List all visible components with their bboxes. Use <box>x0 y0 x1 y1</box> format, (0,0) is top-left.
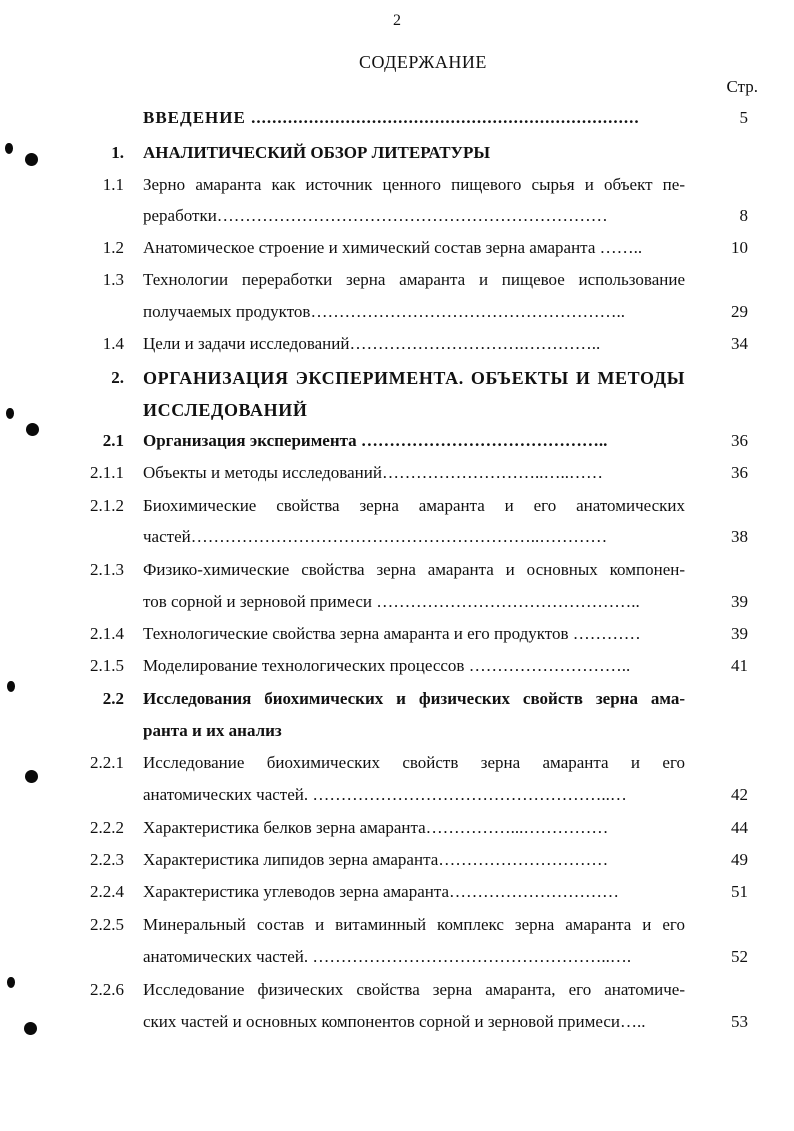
toc-entry-text: Технологические свойства зерна амаранта и его продуктов ………… <box>143 624 641 643</box>
toc-entry-text: Зерно амаранта как источник ценного пищевого сырья и объект пе- <box>143 175 685 194</box>
toc-entry-text: Исследования биохимических и физических свойств зерна ама- <box>143 689 685 708</box>
toc-entry-page: 41 <box>731 656 748 675</box>
toc-entry-page: 5 <box>739 108 748 127</box>
toc-entry-page: 8 <box>739 206 748 225</box>
toc-entry-continuation <box>0 944 794 970</box>
toc-entry-text: Характеристика белков зерна амаранта……………...…………… <box>143 818 609 837</box>
toc-entry-text: анатомических частей. ……………………………………………..…. <box>143 947 632 966</box>
toc-entry <box>0 912 794 938</box>
toc-entry-number: 2.2.1 <box>90 753 124 772</box>
toc-entry-page: 29 <box>731 302 748 321</box>
toc-entry-continuation <box>0 397 794 423</box>
toc-entry-text: Анатомическое строение и химический состав зерна амаранта …….. <box>143 238 643 257</box>
toc-entry-number: 2.1.3 <box>90 560 124 579</box>
toc-entry-text: Технологии переработки зерна амаранта и пищевое использование <box>143 270 685 289</box>
toc-entry-number: 1. <box>111 143 124 162</box>
toc-entry <box>0 621 794 647</box>
toc-entry-continuation <box>0 299 794 325</box>
toc-entry-page: 42 <box>731 785 748 804</box>
toc-entry-number: 1.3 <box>102 270 124 289</box>
toc-entry-continuation <box>0 524 794 550</box>
toc-entry <box>0 653 794 679</box>
toc-entry-chapter-1 <box>0 140 794 166</box>
toc-entry-text: ВВЕДЕНИЕ .......................................................................... <box>143 108 640 127</box>
toc-entry-continuation <box>0 718 794 744</box>
toc-entry-number: 2.1.4 <box>90 624 124 643</box>
toc-entry-page: 36 <box>731 431 748 450</box>
toc-entry-text: Характеристика липидов зерна амаранта………………………… <box>143 850 609 869</box>
toc-entry <box>0 879 794 905</box>
toc-entry-page: 10 <box>731 238 748 257</box>
toc-entry-number: 2.2 <box>102 689 124 708</box>
toc-entry <box>0 331 794 357</box>
toc-entry-text: ИССЛЕДОВАНИЙ <box>143 400 308 420</box>
toc-entry-section <box>0 686 794 712</box>
toc-entry-section <box>0 428 794 454</box>
toc-entry <box>0 847 794 873</box>
toc-entry-number: 2.2.6 <box>90 980 124 999</box>
toc-entry <box>0 493 794 519</box>
toc-entry-chapter-2 <box>0 365 794 391</box>
toc-entry <box>0 557 794 583</box>
toc-entry-number: 2.1.5 <box>90 656 124 675</box>
toc-entry-number: 1.2 <box>102 238 124 257</box>
toc-entry-text: Организация эксперимента …………………………………….. <box>143 431 608 450</box>
toc-entry-continuation <box>0 203 794 229</box>
toc-entry-page: 49 <box>731 850 748 869</box>
page-column-header: Стр. <box>726 77 758 96</box>
toc-entry <box>0 460 794 486</box>
page-title: СОДЕРЖАНИЕ <box>359 52 487 72</box>
toc-entry <box>0 235 794 261</box>
toc-entry-text: частей……………………………………………………..………… <box>143 527 608 546</box>
toc-entry-page: 39 <box>731 592 748 611</box>
toc-entry-text: ОРГАНИЗАЦИЯ ЭКСПЕРИМЕНТА. ОБЪЕКТЫ И МЕТОДЫ <box>143 368 685 388</box>
toc-entry-number: 1.1 <box>102 175 124 194</box>
toc-entry-page: 36 <box>731 463 748 482</box>
toc-entry-number: 2.2.2 <box>90 818 124 837</box>
toc-entry-page: 51 <box>731 882 748 901</box>
toc-entry-number: 2.1.1 <box>90 463 124 482</box>
toc-entry-text: анатомических частей. ……………………………………………..… <box>143 785 627 804</box>
toc-entry-text: получаемых продуктов……………………………………………….. <box>143 302 625 321</box>
toc-entry-text: ских частей и основных компонентов сорной и зерновой примеси….. <box>143 1012 646 1031</box>
toc-entry-page: 38 <box>731 527 748 546</box>
toc-entry-number: 2.2.4 <box>90 882 124 901</box>
toc-entry-page: 34 <box>731 334 748 353</box>
toc-entry-number: 1.4 <box>102 334 124 353</box>
toc-entry-continuation <box>0 782 794 808</box>
toc-entry-page: 52 <box>731 947 748 966</box>
toc-entry-text: Физико-химические свойства зерна амаранта и основных компонен- <box>143 560 685 579</box>
toc-entry-text: реработки…………………………………………………………… <box>143 206 608 225</box>
toc-entry-text: Объекты и методы исследований………………………..…..…… <box>143 463 603 482</box>
toc-entry-continuation <box>0 1009 794 1035</box>
toc-entry <box>0 977 794 1003</box>
toc-entry-page: 39 <box>731 624 748 643</box>
toc-entry-text: Исследование физических свойства зерна амаранта, его анатомиче- <box>143 980 685 999</box>
toc-entry <box>0 815 794 841</box>
toc-entry <box>0 172 794 198</box>
toc-entry-text: Цели и задачи исследований………………………….………….. <box>143 334 601 353</box>
toc-entry-introduction <box>0 105 794 131</box>
toc-entry-text: Характеристика углеводов зерна амаранта………………………… <box>143 882 620 901</box>
toc-entry-continuation <box>0 589 794 615</box>
toc-entry-page: 44 <box>731 818 748 837</box>
toc-entry-number: 2. <box>111 368 124 387</box>
toc-entry-number: 2.1.2 <box>90 496 124 515</box>
toc-entry-text: АНАЛИТИЧЕСКИЙ ОБЗОР ЛИТЕРАТУРЫ <box>143 143 491 162</box>
toc-entry-text: ранта и их анализ <box>143 721 282 740</box>
toc-entry-text: тов сорной и зерновой примеси ……………………………………….. <box>143 592 640 611</box>
toc-entry-text: Моделирование технологических процессов ……………………….. <box>143 656 631 675</box>
toc-entry-text: Минеральный состав и витаминный комплекс зерна амаранта и его <box>143 915 685 934</box>
toc-entry <box>0 750 794 776</box>
toc-entry-text: Исследование биохимических свойств зерна амаранта и его <box>143 753 685 772</box>
toc-entry-number: 2.2.3 <box>90 850 124 869</box>
page-number: 2 <box>393 12 401 29</box>
toc-entry-text: Биохимические свойства зерна амаранта и его анатомических <box>143 496 685 515</box>
toc-entry <box>0 267 794 293</box>
toc-entry-number: 2.1 <box>102 431 124 450</box>
toc-entry-number: 2.2.5 <box>90 915 124 934</box>
toc-entry-page: 53 <box>731 1012 748 1031</box>
